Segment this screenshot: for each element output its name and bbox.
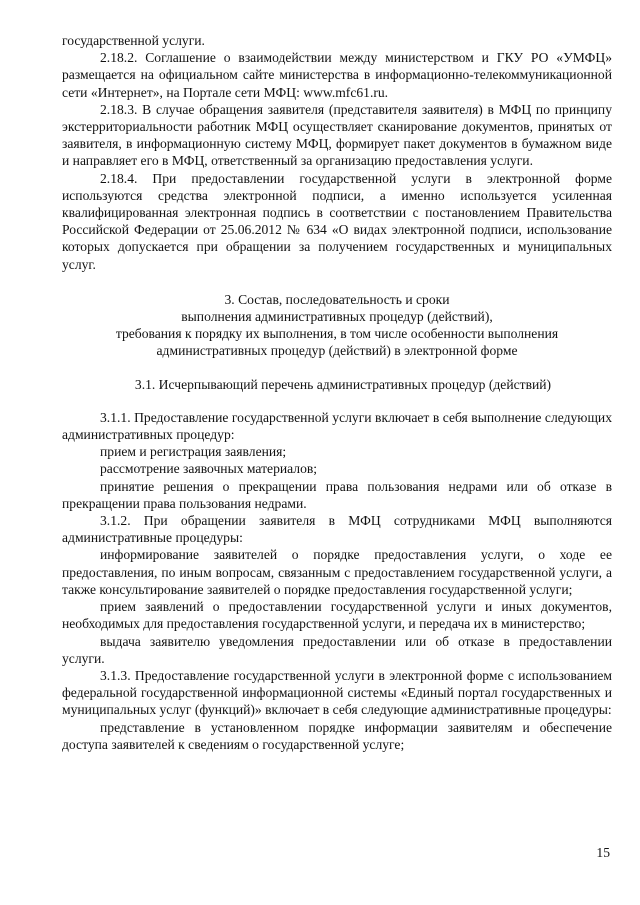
section-title-line: требования к порядку их выполнения, в том числе особенности выполнения (115, 326, 559, 342)
list-item: прием и регистрация заявления; (100, 444, 287, 460)
subsection-title-text: 3.1. Исчерпывающий перечень административных процедур (действий) (134, 376, 552, 392)
section-title-line: административных процедур (действий) в электронной форме (156, 343, 518, 359)
section-title-line: выполнения административных процедур (действий), (181, 309, 493, 325)
list-item: прием заявлений о предоставлении государственной услуги и иных документов, необходимых для предоставления государственной услуги, и передача их в министерство; (62, 599, 612, 632)
list-item: представление в установленном порядке информации заявителям и обеспечение доступа заявителей к сведениям о государственной услуге; (62, 719, 612, 752)
paragraph-2-18-4: 2.18.4. При предоставлении государственной услуги в электронной форме используются средства электронной подписи, а именно используется усиленная квалифицированная электронная подпись в соответствии с постановлением Правительства Российской Федерации от 25.06.2012 № 634 «О видах электронной подписи, использование которых допускается при обращении за получением государственных и муниципальных услуг. (62, 170, 612, 272)
paragraph-continuation: государственной услуги. (62, 33, 205, 48)
paragraph-2-18-3: 2.18.3. В случае обращения заявителя (представителя заявителя) в МФЦ по принципу экстерриториальности работник МФЦ осуществляет сканирование документов, принятых от заявителя, в информационную систему МФЦ, формирует пакет документов в бумажном виде и направляет его в МФЦ, ответственный за организацию предоставления услуги. (62, 101, 612, 169)
document-body (62, 32, 612, 753)
paragraph-2-18-2: 2.18.2. Соглашение о взаимодействии между министерством и ГКУ РО «УМФЦ» размещается на официальном сайте министерства в информационно-телекоммуникационной сети «Интернет», на Портале сети МФЦ: www.mfc61.ru. (62, 50, 612, 100)
section-title-line: 3. Состав, последовательность и сроки (224, 291, 450, 307)
list-item: выдача заявителю уведомления предоставлении или об отказе в предоставлении услуги. (62, 633, 612, 666)
page-number: 15 (596, 845, 610, 860)
list-item: принятие решения о прекращении права пользования недрами или об отказе в прекращении права пользования недрами. (62, 478, 612, 511)
paragraph-3-1-1: 3.1.1. Предоставление государственной услуги включает в себя выполнение следующих административных процедур: (62, 409, 612, 443)
subsection-3-1-title (62, 376, 612, 393)
list-item: рассмотрение заявочных материалов; (100, 461, 318, 477)
paragraph-3-1-3: 3.1.3. Предоставление государственной услуги в электронной форме с использованием федеральной государственной информационной системы «Единый портал государственных и муниципальных услуг (функций)» включает в себя следующие административные процедуры: (62, 667, 612, 718)
paragraph-3-1-2: 3.1.2. При обращении заявителя в МФЦ сотрудниками МФЦ выполняются административные процедуры: (62, 513, 612, 546)
list-item: информирование заявителей о порядке предоставления услуги, о ходе ее предоставления, по иным вопросам, связанным с предоставлением государственной услуги, а также консультирование заявителей о порядке предоставления государственной услуги; (62, 547, 612, 597)
section-3-title (62, 291, 612, 360)
